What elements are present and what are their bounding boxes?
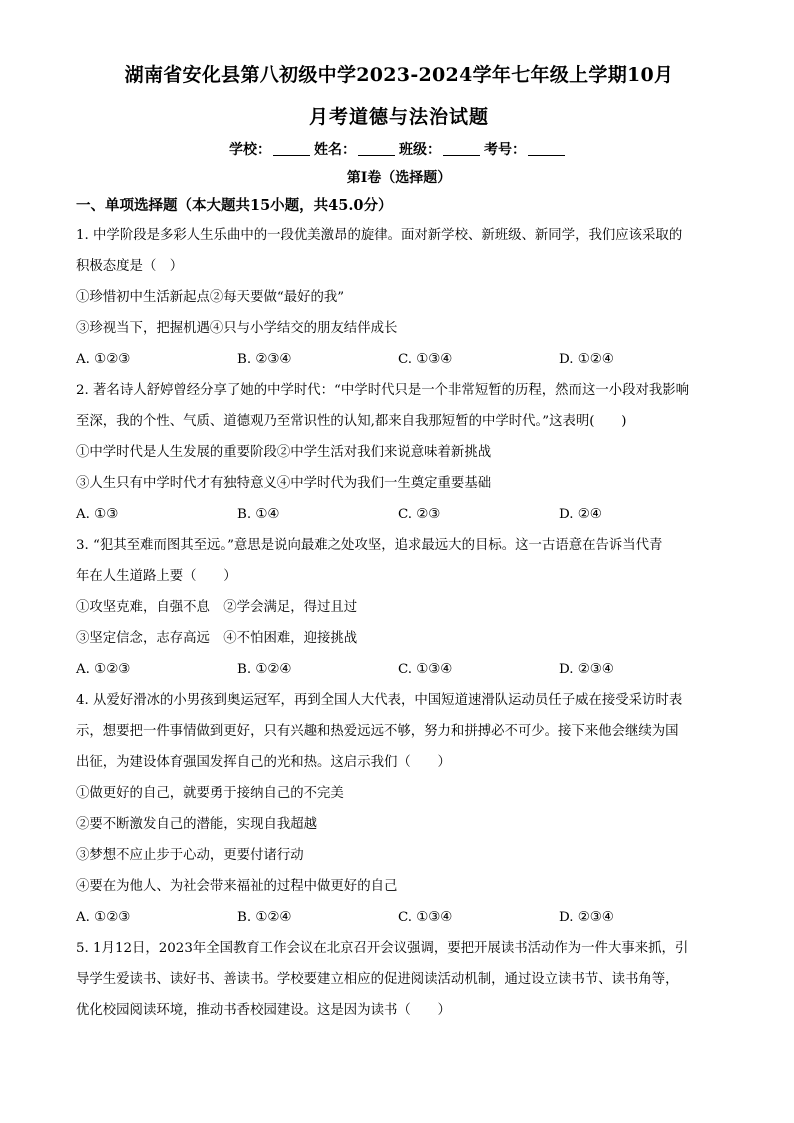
statement-line: ③梦想不应止步于心动，更要付诸行动 xyxy=(76,848,304,863)
statement-line: ①攻坚克难，自强不息 ②学会满足，得过且过 xyxy=(76,600,358,615)
name-label: 姓名： xyxy=(314,142,356,158)
statement-line: ④要在为他人、为社会带来福祉的过程中做更好的自己 xyxy=(76,879,398,894)
statement-line: ①珍惜初中生活新起点②每天要做“最好的我” xyxy=(76,290,345,305)
option-c: C. ①③④ xyxy=(398,910,453,925)
option-a: A. ①②③ xyxy=(76,910,131,925)
question-5 xyxy=(76,933,722,1026)
question-stem-line: 5. 1月12日，2023年全国教育工作会议在北京召开会议强调，要把开展读书活动作为一件大事来抓，引 xyxy=(76,941,689,956)
class-blank xyxy=(443,141,480,156)
question-stem-line: 示，想要把一件事情做到更好，只有兴趣和热爱远远不够，努力和拼搏必不可少。接下来他会继续为国 xyxy=(76,724,679,739)
volume-heading: 第Ⅰ卷（选择题） xyxy=(346,170,452,186)
statement-line: ③珍视当下，把握机遇④只与小学结交的朋友结伴成长 xyxy=(76,321,398,336)
exam-number-label: 考号： xyxy=(484,142,526,158)
option-b: B. ①④ xyxy=(237,507,280,522)
name-blank xyxy=(358,141,395,156)
exam-title-line2: 月考道德与法治试题 xyxy=(308,106,489,128)
statement-line: ③人生只有中学时代才有独特意义④中学时代为我们一生奠定重要基础 xyxy=(76,476,492,491)
question-stem-line: 优化校园阅读环境，推动书香校园建设。这是因为读书（ ） xyxy=(76,1003,451,1018)
question-stem-line: 1. 中学阶段是多彩人生乐曲中的一段优美激昂的旋律。面对新学校、新班级、新同学，我们应该采取的 xyxy=(76,228,683,243)
school-blank xyxy=(273,141,310,156)
question-stem-line: 积极态度是（ ） xyxy=(76,259,184,274)
option-d: D. ②③④ xyxy=(559,662,614,677)
question-stem-line: 年在人生道路上要（ ） xyxy=(76,569,237,584)
options-row xyxy=(76,654,722,685)
option-d: D. ②④ xyxy=(559,507,602,522)
statement-line: ①做更好的自己，就要勇于接纳自己的不完美 xyxy=(76,786,344,801)
options-row xyxy=(76,499,722,530)
section-heading: 一、单项选择题（本大题共15小题，共45.0分） xyxy=(76,197,393,214)
option-a: A. ①②③ xyxy=(76,662,131,677)
option-c: C. ①③④ xyxy=(398,662,453,677)
option-b: B. ①②④ xyxy=(237,910,292,925)
exam-title-line1: 湖南省安化县第八初级中学2023-2024学年七年级上学期10月 xyxy=(124,64,674,86)
question-stem-line: 至深，我的个性、气质、道德观乃至常识性的认知,都来自我那短暂的中学时代。”这表明( ) xyxy=(76,414,627,429)
option-c: C. ②③ xyxy=(398,507,441,522)
student-info-line xyxy=(76,140,722,160)
statement-line: ①中学时代是人生发展的重要阶段②中学生活对我们来说意味着新挑战 xyxy=(76,445,492,460)
question-4 xyxy=(76,685,722,933)
options-row xyxy=(76,344,722,375)
option-b: B. ②③④ xyxy=(237,352,292,367)
option-a: A. ①②③ xyxy=(76,352,131,367)
question-stem-line: 导学生爱读书、读好书、善读书。学校要建立相应的促进阅读活动机制，通过设立读书节、读书角等， xyxy=(76,972,679,987)
question-stem-line: 2. 著名诗人舒婷曾经分享了她的中学时代：“中学时代只是一个非常短暂的历程，然而这一小段对我影响 xyxy=(76,383,690,398)
question-2 xyxy=(76,375,722,530)
options-row xyxy=(76,902,722,933)
statement-line: ③坚定信念，志存高远 ④不怕困难，迎接挑战 xyxy=(76,631,358,646)
option-c: C. ①③④ xyxy=(398,352,453,367)
exam-number-blank xyxy=(528,141,565,156)
question-1 xyxy=(76,220,722,375)
question-3 xyxy=(76,530,722,685)
school-label: 学校： xyxy=(229,142,271,158)
option-a: A. ①③ xyxy=(76,507,119,522)
option-d: D. ②③④ xyxy=(559,910,614,925)
question-stem-line: 4. 从爱好滑冰的小男孩到奥运冠军，再到全国人大代表，中国短道速滑队运动员任子威在接受采访时表 xyxy=(76,693,683,708)
class-label: 班级： xyxy=(399,142,441,158)
question-stem-line: 出征，为建设体育强国发挥自己的光和热。这启示我们（ ） xyxy=(76,755,451,770)
option-b: B. ①②④ xyxy=(237,662,292,677)
option-d: D. ①②④ xyxy=(559,352,614,367)
question-stem-line: 3. “犯其至难而图其至远。”意思是说向最难之处攻坚，追求最远大的目标。这一古语意在告诉当代青 xyxy=(76,538,663,553)
statement-line: ②要不断激发自己的潜能，实现自我超越 xyxy=(76,817,318,832)
